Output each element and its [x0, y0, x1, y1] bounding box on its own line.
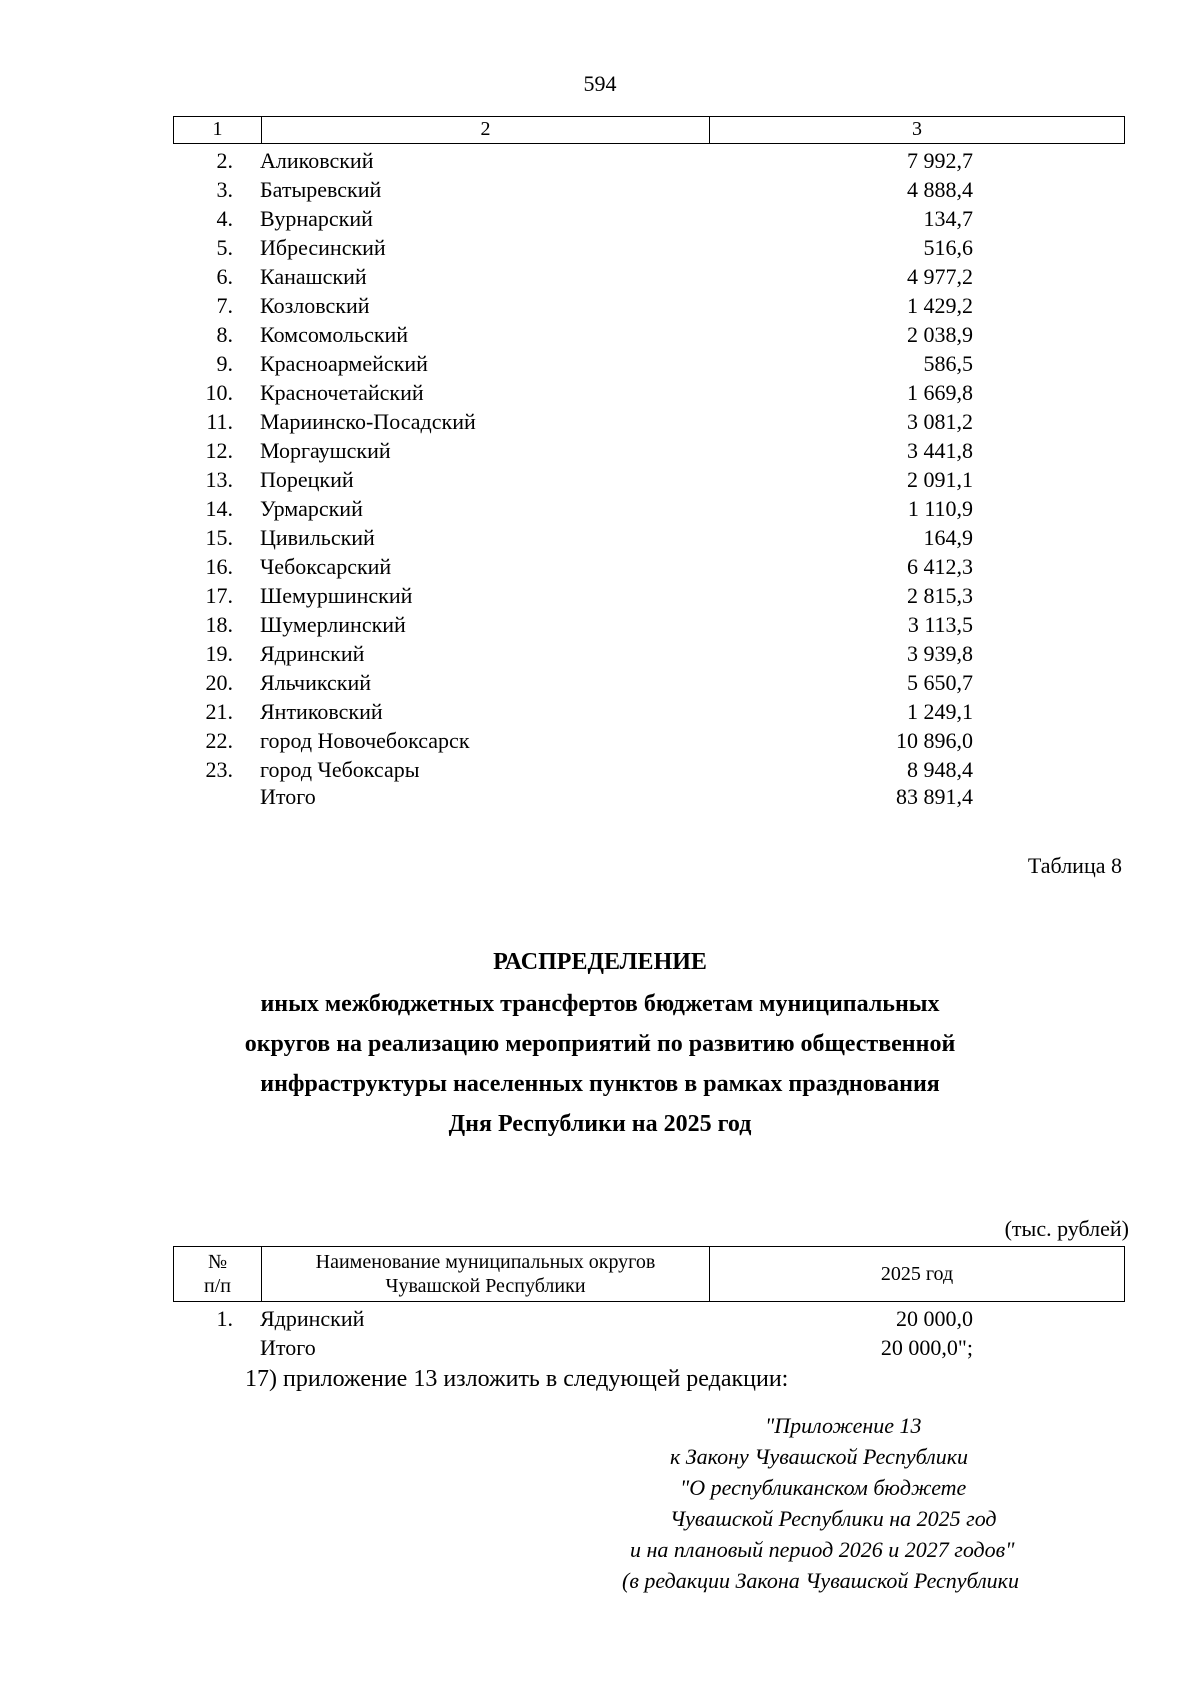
table-label: Таблица 8 — [1027, 853, 1122, 878]
row-value: 3 441,8 — [907, 438, 973, 463]
units-label: (тыс. рублей) — [1004, 1216, 1129, 1241]
header-name: Наименование муниципальных округов Чувашской Республики — [261, 1247, 709, 1301]
table-row — [0, 755, 1200, 784]
document-subtitle — [0, 984, 1200, 1144]
total-label: Итого — [260, 784, 316, 809]
subtitle-line: инфраструктуры населенных пунктов в рамках празднования — [260, 1071, 940, 1097]
row-name: Козловский — [260, 293, 370, 318]
top-table-header — [173, 116, 1125, 144]
table-row — [0, 465, 1200, 494]
row-name: Канашский — [260, 264, 367, 289]
table-row — [0, 407, 1200, 436]
table-row — [0, 349, 1200, 378]
header-col-3: 3 — [709, 117, 1124, 143]
table-row — [0, 523, 1200, 552]
total-value: 20 000,0"; — [880, 1335, 973, 1360]
table-row — [0, 552, 1200, 581]
row-value: 4 977,2 — [907, 264, 973, 289]
table-row — [0, 233, 1200, 262]
row-num: 18. — [205, 612, 233, 637]
appendix-line: к Закону Чувашской Республики — [670, 1444, 969, 1469]
row-name: Яльчикский — [260, 670, 371, 695]
row-num: 14. — [205, 496, 233, 521]
row-num: 6. — [216, 264, 233, 289]
table-row — [0, 175, 1200, 204]
table8-total-row — [0, 1333, 1200, 1362]
header-col-1: 1 — [212, 118, 223, 140]
appendix-line: (в редакции Закона Чувашской Республики — [622, 1568, 1019, 1593]
row-name: город Новочебоксарск — [260, 728, 470, 753]
row-value: 3 081,2 — [907, 409, 973, 434]
row-value: 7 992,7 — [907, 148, 973, 173]
row-name: Вурнарский — [260, 206, 373, 231]
row-name: Красноармейский — [260, 351, 428, 376]
row-value: 2 038,9 — [907, 322, 973, 347]
row-value: 3 939,8 — [907, 641, 973, 666]
appendix-line: и на плановый период 2026 и 2027 годов" — [630, 1537, 1015, 1562]
header-year: 2025 год — [709, 1247, 1124, 1301]
row-value: 1 429,2 — [907, 293, 973, 318]
row-num: 4. — [216, 206, 233, 231]
row-num: 21. — [205, 699, 233, 724]
row-value: 4 888,4 — [907, 177, 973, 202]
row-num: 16. — [205, 554, 233, 579]
row-value: 3 113,5 — [907, 612, 973, 637]
table-row — [0, 494, 1200, 523]
top-table-total-row — [0, 782, 1200, 811]
row-name: Ядринский — [260, 641, 365, 666]
table-row — [0, 204, 1200, 233]
table-row — [0, 320, 1200, 349]
row-value: 10 896,0 — [896, 728, 973, 753]
row-num: 7. — [216, 293, 233, 318]
total-label: Итого — [260, 1335, 316, 1360]
row-name: Аликовский — [260, 148, 374, 173]
table8-header — [173, 1246, 1125, 1302]
row-num: 15. — [205, 525, 233, 550]
row-name: Порецкий — [260, 467, 354, 492]
row-value: 6 412,3 — [907, 554, 973, 579]
subtitle-line: округов на реализацию мероприятий по развитию общественной — [244, 1031, 956, 1057]
row-name: Цивильский — [260, 525, 375, 550]
row-value: 134,7 — [923, 206, 973, 231]
row-name: Чебоксарский — [260, 554, 392, 579]
row-num: 9. — [216, 351, 233, 376]
total-value: 83 891,4 — [896, 784, 973, 809]
appendix-block — [600, 1410, 1120, 1596]
table-row — [0, 639, 1200, 668]
row-num: 20. — [205, 670, 233, 695]
row-name: Шемуршинский — [260, 583, 413, 608]
row-num: 12. — [205, 438, 233, 463]
row-num: 19. — [205, 641, 233, 666]
row-name: Красночетайский — [260, 380, 424, 405]
table-row — [0, 581, 1200, 610]
row-num: 22. — [205, 728, 233, 753]
subtitle-line: Дня Республики на 2025 год — [448, 1111, 752, 1137]
row-name: Моргаушский — [260, 438, 391, 463]
row-name: Янтиковский — [260, 699, 383, 724]
row-name: город Чебоксары — [260, 757, 420, 782]
document-title: РАСПРЕДЕЛЕНИЕ — [493, 949, 707, 975]
row-num: 8. — [216, 322, 233, 347]
row-num: 11. — [206, 409, 233, 434]
header-col-2: 2 — [261, 117, 709, 143]
row-name: Батыревский — [260, 177, 382, 202]
row-name: Мариинско-Посадский — [260, 409, 476, 434]
row-name: Ибресинский — [260, 235, 386, 260]
table-row — [0, 668, 1200, 697]
row-num: 10. — [205, 380, 233, 405]
row-name: Комсомольский — [260, 322, 409, 347]
row-value: 5 650,7 — [907, 670, 973, 695]
row-num: 1. — [216, 1306, 233, 1331]
table-row — [0, 726, 1200, 755]
row-name: Урмарский — [260, 496, 363, 521]
row-num: 3. — [216, 177, 233, 202]
row-value: 2 091,1 — [907, 467, 973, 492]
amendment-text: 17) приложение 13 изложить в следующей редакции: — [245, 1366, 789, 1392]
table-row — [0, 146, 1200, 175]
row-num: 2. — [216, 148, 233, 173]
row-num: 23. — [205, 757, 233, 782]
row-name: Шумерлинский — [260, 612, 406, 637]
row-value: 164,9 — [923, 525, 973, 550]
row-value: 1 110,9 — [907, 496, 973, 521]
header-num: № п/п — [204, 1251, 231, 1297]
table-row — [0, 697, 1200, 726]
subtitle-line: иных межбюджетных трансфертов бюджетам муниципальных — [260, 991, 940, 1017]
row-value: 1 249,1 — [907, 699, 973, 724]
row-num: 13. — [205, 467, 233, 492]
row-value: 1 669,8 — [907, 380, 973, 405]
table-row — [0, 378, 1200, 407]
page-number: 594 — [583, 71, 617, 96]
row-value: 2 815,3 — [907, 583, 973, 608]
row-value: 516,6 — [923, 235, 973, 260]
row-num: 17. — [205, 583, 233, 608]
appendix-line: "Приложение 13 — [765, 1413, 922, 1438]
row-value: 20 000,0 — [896, 1306, 973, 1331]
appendix-line: Чувашской Республики на 2025 год — [670, 1506, 997, 1531]
row-value: 8 948,4 — [907, 757, 973, 782]
table-row — [0, 610, 1200, 639]
appendix-line: "О республиканском бюджете — [680, 1475, 967, 1500]
table-row — [0, 291, 1200, 320]
row-name: Ядринский — [260, 1306, 365, 1331]
row-value: 586,5 — [923, 351, 973, 376]
table8-row — [0, 1304, 1200, 1333]
row-num: 5. — [216, 235, 233, 260]
table-row — [0, 436, 1200, 465]
table-row — [0, 262, 1200, 291]
